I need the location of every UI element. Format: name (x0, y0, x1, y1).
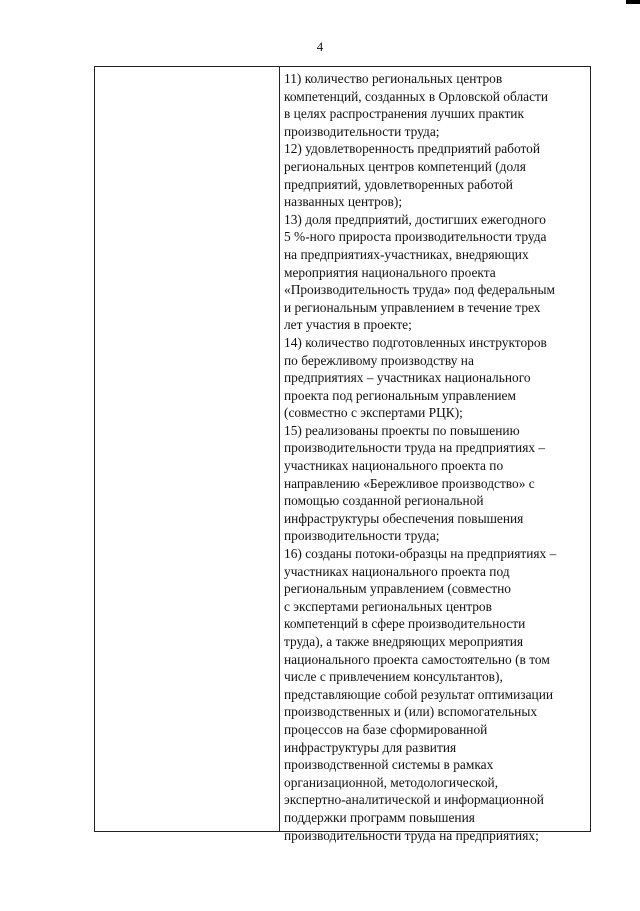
text-line: названных центров); (284, 194, 403, 210)
text-line: региональным управлением (совместно (284, 581, 511, 597)
list-item-12 (284, 140, 594, 210)
list-item-15 (284, 422, 594, 545)
text-line: 16) созданы потоки-образцы на предприятиях – (284, 546, 557, 562)
text-line: 12) удовлетворенность предприятий работой (284, 141, 541, 157)
text-line: (совместно с экспертами РЦК); (284, 405, 463, 421)
text-line: региональных центров компетенций (доля (284, 158, 526, 174)
scan-corner-mark (626, 0, 640, 4)
text-line: проекта под региональным управлением (284, 387, 516, 403)
text-line: по бережливому производству на (284, 352, 474, 368)
text-line: производственных и (или) вспомогательных (284, 704, 538, 720)
text-line: 5 %-ного прироста производительности труда (284, 229, 547, 245)
text-line: 15) реализованы проекты по повышению (284, 422, 520, 438)
text-line: мероприятия национального проекта (284, 264, 496, 280)
table-right-cell (284, 70, 594, 844)
text-line: производственной системы в рамках (284, 757, 494, 773)
text-line: производительности труда; (284, 528, 440, 544)
text-line: числе с привлечением консультантов), (284, 669, 503, 685)
text-line: 13) доля предприятий, достигших ежегодного (284, 211, 546, 227)
text-line: предприятиях – участниках национального (284, 370, 531, 386)
text-line: компетенций, созданных в Орловской области (284, 88, 549, 104)
text-line: направлению «Бережливое производство» с (284, 475, 535, 491)
text-line: в целях распространения лучших практик (284, 106, 524, 122)
list-item-11 (284, 70, 594, 140)
text-line: помощью созданной региональной (284, 493, 484, 509)
list-item-14 (284, 334, 594, 422)
table-column-divider (279, 67, 280, 831)
text-line: предприятий, удовлетворенных работой (284, 176, 513, 192)
text-line: участниках национального проекта по (284, 458, 504, 474)
text-line: инфраструктуры обеспечения повышения (284, 510, 524, 526)
text-line: «Производительность труда» под федеральным (284, 282, 555, 298)
text-line: организационной, методологической, (284, 774, 499, 790)
text-line: экспертно-аналитической и информационной (284, 792, 544, 808)
text-line: национального проекта самостоятельно (в том (284, 651, 550, 667)
text-line: производительности труда на предприятиях; (284, 827, 539, 843)
text-line: с экспертами региональных центров (284, 598, 492, 614)
text-line: инфраструктуры для развития (284, 739, 457, 755)
text-line: на предприятиях-участниках, внедряющих (284, 246, 529, 262)
text-line: и региональным управлением в течение трех (284, 299, 541, 315)
text-line: процессов на базе сформированной (284, 721, 488, 737)
document-table (94, 66, 591, 843)
text-line: компетенций в сфере производительности (284, 616, 526, 632)
text-line: производительности труда; (284, 123, 440, 139)
text-line: лет участия в проекте; (284, 317, 412, 333)
text-line: производительности труда на предприятиях – (284, 440, 546, 456)
text-line: 14) количество подготовленных инструкторов (284, 334, 547, 350)
list-item-13 (284, 211, 594, 334)
text-line: участниках национального проекта под (284, 563, 510, 579)
text-line: представляющие собой результат оптимизации (284, 686, 554, 702)
text-line: 11) количество региональных центров (284, 71, 503, 86)
list-item-16 (284, 545, 594, 844)
text-line: поддержки программ повышения (284, 809, 475, 825)
text-line: труда), а также внедряющих мероприятия (284, 634, 524, 649)
page-number: 4 (316, 39, 324, 54)
